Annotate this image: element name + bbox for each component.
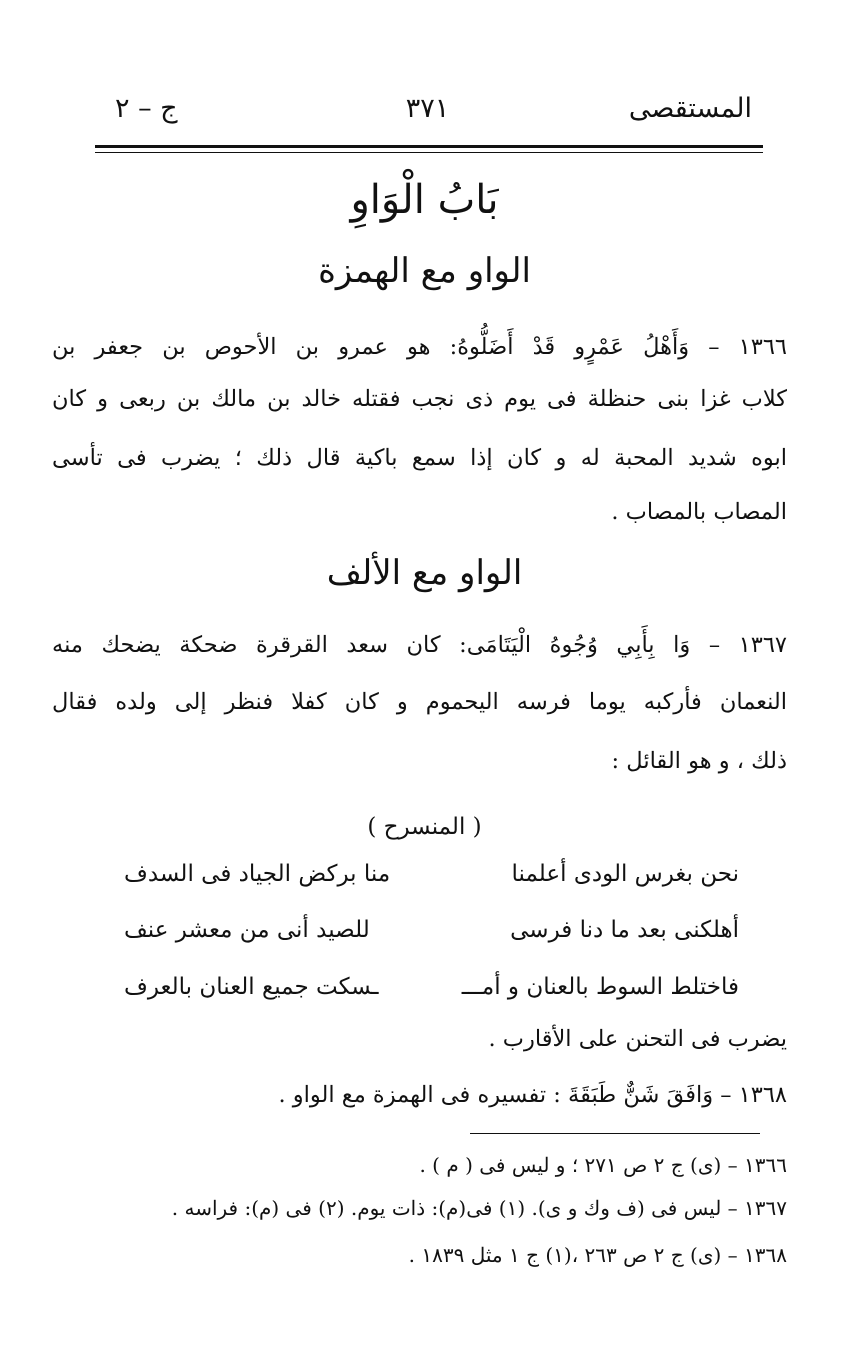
entry-1367-line: ذلك ، و هو القائل : — [611, 748, 787, 774]
proverb-usage-line: يضرب فى التحنن على الأقارب . — [488, 1026, 787, 1052]
verse-second-hemistich: منا بركض الجياد فى السدف — [124, 861, 391, 887]
verse-second-hemistich: للصيد أنى من معشر عنف — [124, 917, 370, 943]
section-heading: الواو مع الألف — [326, 553, 523, 593]
header-rule-thin — [95, 152, 763, 153]
entry-1366-line: ١٣٦٦ – وَأَهْلُ عَمْرٍو قَدْ أَضَلُّوهُ: هو عمرو بن الأحوص بن جعفر بن — [52, 334, 787, 360]
footnote: ١٣٦٧ – ليس فى (ف وك و ى). (١) فى(م): ذات يوم. (٢) فى (م): فراسه . — [171, 1196, 787, 1220]
poem-meter: ( المنسرح ) — [367, 814, 482, 840]
verse-line — [124, 857, 739, 891]
entry-1366-line: كلاب غزا بنى حنظلة فى يوم ذى نجب فقتله خالد بن مالك بن ربعى و كان — [52, 386, 787, 412]
verse-first-hemistich: نحن بغرس الودى أعلمنا — [511, 861, 739, 887]
entry-1366-line: المصاب بالمصاب . — [611, 499, 787, 525]
footnote-rule — [470, 1133, 760, 1134]
verse-first-hemistich: أهلكنى بعد ما دنا فرسى — [510, 917, 739, 943]
entry-1368-line: ١٣٦٨ – وَافَقَ شَنٌّ طَبَقَةَ : تفسيره فى الهمزة مع الواو . — [278, 1082, 787, 1108]
header-rule-thick — [95, 145, 763, 148]
verse-line — [124, 913, 739, 947]
volume-label: ج – ٢ — [115, 93, 178, 124]
entry-1366-line: ابوه شديد المحبة له و كان إذا سمع باكية قال ذلك ؛ يضرب فى تأسى — [52, 445, 787, 471]
entry-1367-line: ١٣٦٧ – وَا بِأَبِي وُجُوهُ الْيَتَامَى: كان سعد القرقرة ضحكة يضحك منه — [52, 632, 787, 658]
running-header — [95, 86, 760, 136]
verse-second-hemistich: ـسكت جميع العنان بالعرف — [124, 974, 379, 1000]
section-heading: الواو مع الهمزة — [318, 251, 531, 291]
footnote: ١٣٦٦ – (ى) ج ٢ ص ٢٧١ ؛ و ليس فى ( م ) . — [419, 1153, 787, 1177]
page-number: ٣٧١ — [405, 93, 450, 124]
chapter-title: بَابُ الْوَاوِ — [350, 177, 499, 223]
verse-first-hemistich: فاختلط السوط بالعنان و أمـــ — [461, 974, 739, 1000]
footnote: ١٣٦٨ – (ى) ج ٢ ص ٢٦٣ ،(١) ج ١ مثل ١٨٣٩ . — [408, 1243, 787, 1267]
verse-line — [124, 970, 739, 1004]
book-title: المستقصى — [628, 93, 752, 124]
entry-1367-line: النعمان فأركبه يوما فرسه اليحموم و كان كفلا فنظر إلى ولده فقال — [52, 689, 787, 715]
